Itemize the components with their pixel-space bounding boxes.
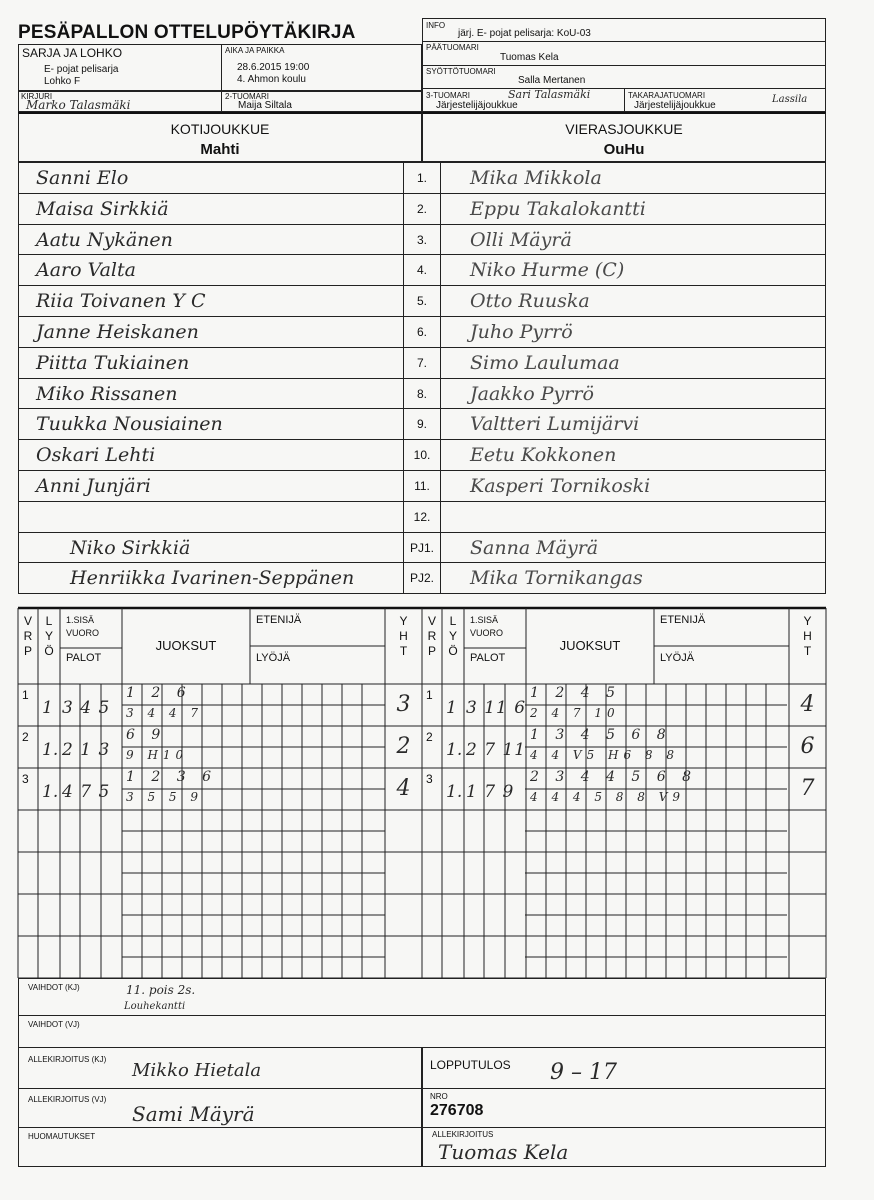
away-player-name: Jaakko Pyrrö bbox=[470, 382, 594, 405]
inning-runs-bottom: 3 4 4 7 bbox=[126, 706, 203, 720]
away-player-name: Niko Hurme (C) bbox=[470, 259, 625, 282]
lyo-header-home: Ö bbox=[44, 644, 54, 658]
away-team-label: VIERASJOUKKUE bbox=[565, 121, 683, 137]
paatuomari-label: PÄÄTUOMARI bbox=[426, 43, 479, 52]
info-value: järj. E- pojat pelisarja: KoU-03 bbox=[458, 28, 591, 39]
vrp-header-home: R bbox=[23, 629, 33, 643]
takaraja-label: TAKARAJATUOMARI bbox=[628, 91, 706, 100]
tuomari3-value: Järjestelijäjoukkue bbox=[436, 100, 518, 111]
vrp-header-home: V bbox=[23, 614, 32, 628]
player-number: 3. bbox=[416, 232, 427, 247]
inning-runs-bottom: 2 4 7 10 bbox=[530, 706, 620, 720]
info-label: INFO bbox=[426, 21, 446, 30]
inning-runs-bottom: 4 4 V5 H6 8 8 bbox=[530, 748, 680, 762]
juoksut-header-away: JUOKSUT bbox=[559, 638, 621, 653]
vaihdot-kj-value-2: Louhekantti bbox=[124, 1001, 186, 1012]
paatuomari-value: Tuomas Kela bbox=[500, 52, 559, 63]
yht-header-away: Y bbox=[803, 614, 812, 628]
inning-lyo: 1. bbox=[42, 782, 59, 802]
home-player-name: Janne Heiskanen bbox=[36, 321, 199, 343]
allekirjoitus-label: ALLEKIRJOITUS bbox=[432, 1130, 494, 1139]
inning-palot: 2 1 3 bbox=[62, 740, 111, 760]
yht-header-home: Y bbox=[399, 614, 408, 628]
sisa-header-home: 1.SISÄ bbox=[66, 615, 95, 625]
inning-number: 1 bbox=[426, 688, 433, 702]
tuomari3-label: 3-TUOMARI bbox=[426, 91, 470, 100]
lyoja-header-home: LYÖJÄ bbox=[256, 652, 291, 664]
takaraja-value: Järjestelijäjoukkue bbox=[634, 100, 716, 111]
yht-header-away: T bbox=[803, 644, 812, 658]
away-player-name: Kasperi Tornikoski bbox=[470, 475, 651, 497]
inning-number: 2 bbox=[22, 730, 29, 744]
home-player-name: Aaro Valta bbox=[36, 259, 136, 282]
vrp-header-away: V bbox=[427, 614, 436, 628]
huomautukset-label: HUOMAUTUKSET bbox=[28, 1132, 96, 1141]
nro-label: NRO bbox=[430, 1092, 448, 1101]
sisa-header-away: 1.SISÄ bbox=[470, 615, 499, 625]
vrp-header-away: R bbox=[427, 629, 437, 643]
home-player-name: Tuukka Nousiainen bbox=[36, 413, 223, 436]
home-player-name: Riia Toivanen Y C bbox=[36, 290, 206, 313]
aika-label: AIKA JA PAIKKA bbox=[225, 46, 285, 55]
inning-runs-top: 6 9 bbox=[126, 727, 167, 743]
sarja-value-2: Lohko F bbox=[44, 76, 81, 87]
player-number: 2. bbox=[416, 201, 427, 216]
tuomari3-handwritten: Sari Talasmäki bbox=[508, 88, 591, 101]
allekirjoitus-vj-label: ALLEKIRJOITUS (VJ) bbox=[28, 1095, 107, 1104]
player-number: 4. bbox=[416, 263, 427, 278]
home-player-name: Maisa Sirkkiä bbox=[36, 197, 169, 220]
vaihdot-vj-box bbox=[18, 1015, 826, 1048]
inning-runs-bottom: 4 4 4 5 8 8 V9 bbox=[530, 790, 685, 804]
home-player-name: Oskari Lehti bbox=[36, 444, 156, 467]
yht-header-home: H bbox=[399, 629, 408, 643]
aika-value-2: 4. Ahmon koulu bbox=[237, 74, 306, 85]
syottotuomari-label: SYÖTTÖTUOMARI bbox=[426, 67, 496, 76]
lyo-header-home: L bbox=[45, 614, 53, 628]
away-player-name: Mika Mikkola bbox=[470, 167, 602, 189]
palot-header-away: PALOT bbox=[470, 652, 506, 664]
inning-lyo: 1 bbox=[446, 698, 457, 718]
inning-total: 2 bbox=[396, 734, 411, 759]
home-player-name: Miko Rissanen bbox=[36, 382, 178, 405]
yht-header-away: H bbox=[803, 629, 812, 643]
inning-runs-top: 2 3 4 4 5 6 8 bbox=[530, 769, 698, 785]
player-number: 11. bbox=[414, 479, 430, 493]
inning-palot: 1 7 9 bbox=[466, 782, 515, 802]
home-player-name: Sanni Elo bbox=[36, 167, 129, 189]
away-player-name: Eetu Kokkonen bbox=[470, 444, 617, 467]
player-number: 5. bbox=[416, 294, 427, 309]
away-player-name: Eppu Takalokantti bbox=[470, 197, 646, 220]
away-player-name: Otto Ruuska bbox=[470, 290, 590, 313]
inning-lyo: 1 bbox=[42, 698, 53, 718]
away-player-name: Juho Pyrrö bbox=[470, 321, 573, 343]
vrp-header-home: P bbox=[23, 644, 32, 658]
away-player-name: Valtteri Lumijärvi bbox=[470, 413, 640, 436]
allekirjoitus-vj-value: Sami Mäyrä bbox=[132, 1102, 255, 1126]
palot-header-home: PALOT bbox=[66, 652, 102, 664]
player-number: 10. bbox=[413, 448, 431, 463]
inning-runs-top: 1 3 4 5 6 8 bbox=[530, 727, 672, 743]
etenija-header-away: ETENIJÄ bbox=[660, 614, 706, 626]
inning-palot: 4 7 5 bbox=[62, 782, 111, 802]
vaihdot-kj-label: VAIHDOT (KJ) bbox=[28, 983, 80, 992]
inning-number: 2 bbox=[426, 730, 433, 744]
lyo-header-away: L bbox=[449, 614, 457, 628]
away-team-name: OuHu bbox=[603, 141, 645, 158]
away-player-name: Mika Tornikangas bbox=[470, 567, 643, 590]
away-player-name: Simo Laulumaa bbox=[470, 351, 620, 374]
yht-header-home: T bbox=[399, 644, 408, 658]
inning-runs-top: 1 2 6 bbox=[126, 685, 192, 701]
lopputulos-label: LOPPUTULOS bbox=[430, 1058, 511, 1072]
home-player-name: Niko Sirkkiä bbox=[70, 536, 191, 559]
inning-total: 3 bbox=[396, 692, 411, 717]
away-player-name: Sanna Mäyrä bbox=[470, 536, 599, 559]
allekirjoitus-value: Tuomas Kela bbox=[438, 1140, 569, 1164]
inning-total: 4 bbox=[800, 692, 815, 717]
juoksut-header-home: JUOKSUT bbox=[155, 638, 217, 653]
etenija-header-home: ETENIJÄ bbox=[256, 614, 302, 626]
inning-palot: 2 7 11 bbox=[466, 740, 527, 760]
inning-runs-bottom: 9 H10 bbox=[126, 748, 189, 762]
inning-number: 3 bbox=[22, 772, 29, 786]
lyo-header-away: Ö bbox=[448, 644, 458, 658]
home-team-name: Mahti bbox=[200, 141, 240, 158]
player-number: 6. bbox=[416, 325, 427, 339]
lyo-header-away: Y bbox=[448, 629, 457, 643]
player-number: 12. bbox=[413, 509, 431, 524]
sarja-value-1: E- pojat pelisarja bbox=[44, 64, 119, 75]
inning-number: 3 bbox=[426, 772, 433, 786]
kirjuri-value: Marko Talasmäki bbox=[26, 98, 131, 112]
home-player-name: Henriikka Ivarinen-Seppänen bbox=[70, 567, 355, 590]
inning-total: 4 bbox=[396, 776, 411, 801]
vrp-header-away: P bbox=[427, 644, 436, 658]
player-number: PJ1. bbox=[409, 540, 434, 555]
player-number: PJ2. bbox=[409, 571, 434, 586]
sarja-label: SARJA JA LOHKO bbox=[22, 46, 123, 60]
syottotuomari-value: Salla Mertanen bbox=[518, 75, 586, 86]
tuomari2-value: Maija Siltala bbox=[238, 100, 292, 111]
inning-palot: 3 11 6 bbox=[466, 698, 527, 718]
takaraja-handwritten: Lassila bbox=[772, 94, 808, 105]
home-team-label: KOTIJOUKKUE bbox=[170, 121, 270, 137]
nro-value: 276708 bbox=[430, 1102, 484, 1119]
player-number: 9. bbox=[416, 417, 427, 432]
sheet-title: PESÄPALLON OTTELUPÖYTÄKIRJA bbox=[18, 22, 356, 43]
away-player-name: Olli Mäyrä bbox=[470, 228, 572, 251]
player-number: 1. bbox=[416, 171, 427, 185]
home-player-name: Anni Junjäri bbox=[36, 475, 151, 497]
lyoja-header-away: LYÖJÄ bbox=[660, 652, 695, 664]
inning-number: 1 bbox=[22, 688, 29, 702]
inning-runs-bottom: 3 5 5 9 bbox=[126, 790, 203, 804]
inning-runs-top: 1 2 3 6 bbox=[126, 769, 217, 785]
home-player-name: Piitta Tukiainen bbox=[36, 351, 190, 374]
inning-lyo: 1. bbox=[446, 782, 463, 802]
lopputulos-value: 9 – 17 bbox=[550, 1060, 617, 1085]
allekirjoitus-kj-value: Mikko Hietala bbox=[132, 1060, 262, 1081]
tuomari2-label: 2-TUOMARI bbox=[225, 92, 269, 101]
allekirjoitus-kj-label: ALLEKIRJOITUS (KJ) bbox=[28, 1055, 107, 1064]
inning-lyo: 1. bbox=[446, 740, 463, 760]
inning-runs-top: 1 2 4 5 bbox=[530, 685, 621, 701]
player-number: 8. bbox=[416, 386, 427, 401]
vuoro-header-home: VUORO bbox=[66, 628, 100, 638]
inning-lyo: 1. bbox=[42, 740, 59, 760]
player-number: 7. bbox=[416, 355, 427, 370]
inning-total: 7 bbox=[800, 776, 815, 801]
vaihdot-vj-label: VAIHDOT (VJ) bbox=[28, 1020, 80, 1029]
home-player-name: Aatu Nykänen bbox=[36, 228, 173, 251]
inning-palot: 3 4 5 bbox=[62, 698, 111, 718]
aika-value-1: 28.6.2015 19:00 bbox=[237, 62, 310, 73]
lyo-header-home: Y bbox=[44, 629, 53, 643]
vaihdot-kj-value-1: 11. pois 2s. bbox=[126, 983, 196, 997]
inning-total: 6 bbox=[800, 734, 815, 759]
vuoro-header-away: VUORO bbox=[470, 628, 504, 638]
kirjuri-label: KIRJURI bbox=[21, 92, 53, 101]
